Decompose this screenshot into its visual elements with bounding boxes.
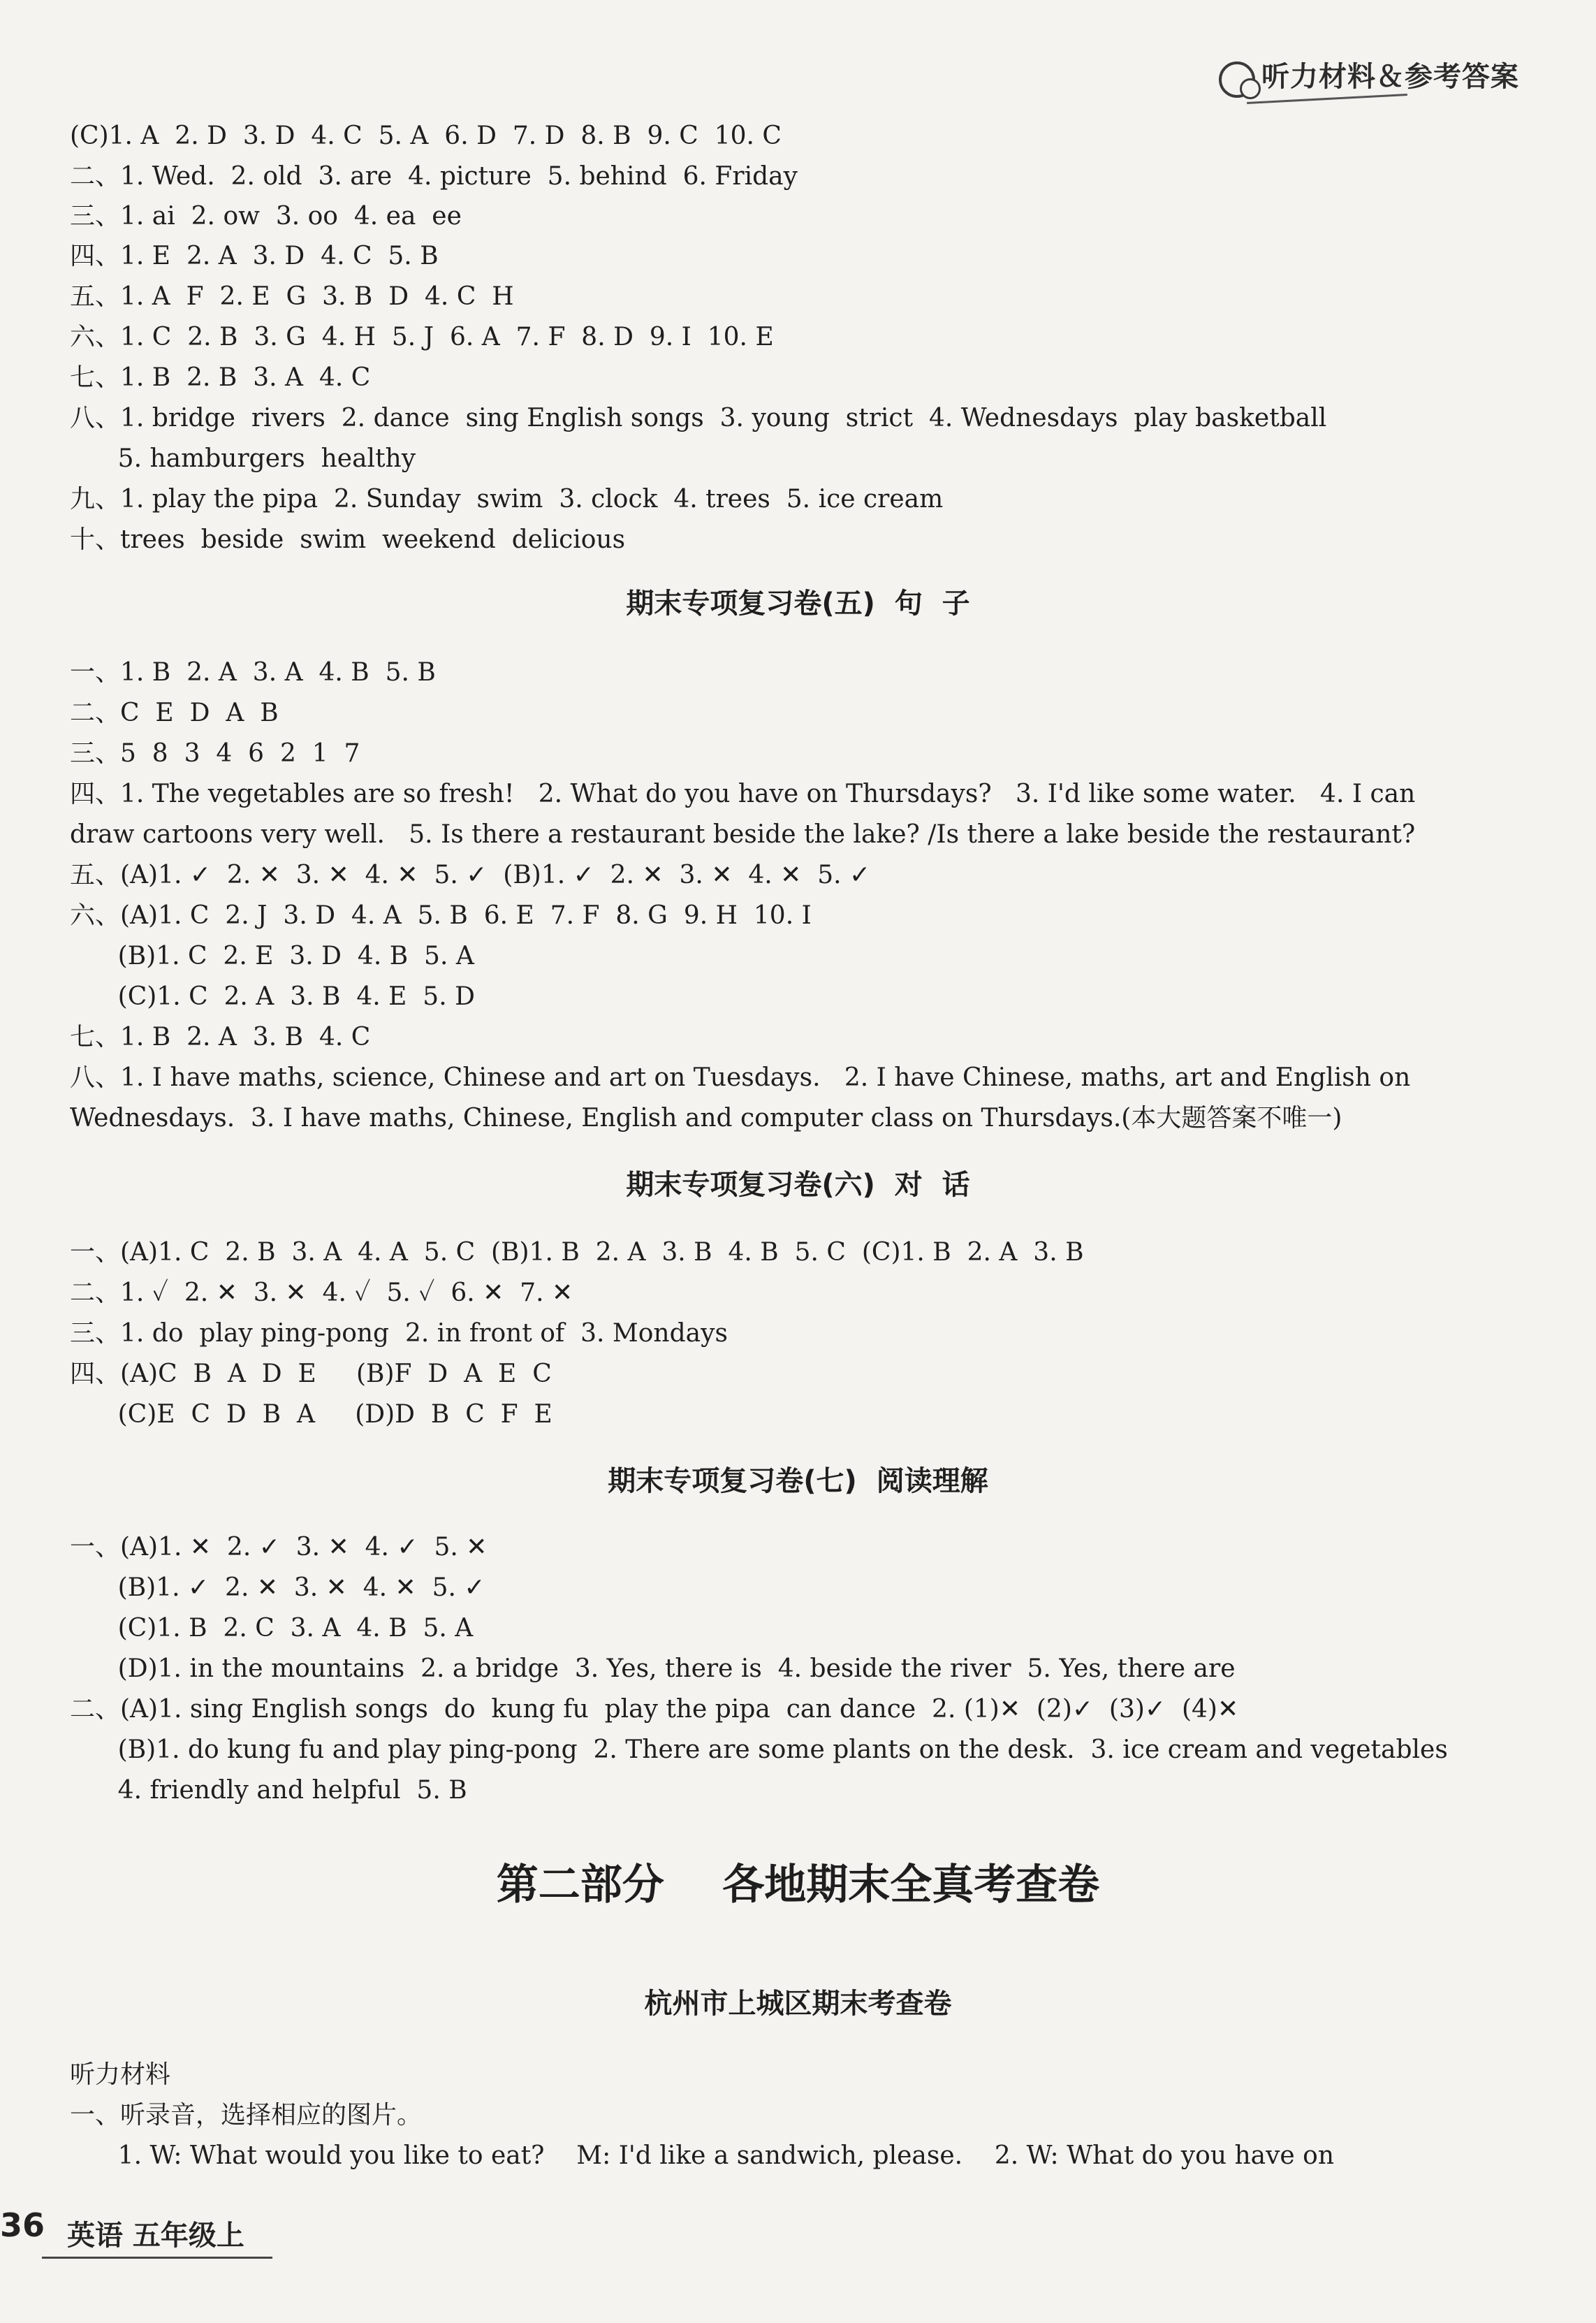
answer-line: (C)1. B 2. C 3. A 4. B 5. A xyxy=(70,1614,474,1643)
footer-book-title: 英语 五年级上 xyxy=(67,2220,244,2252)
answer-line: 四、(A)C B A D E (B)F D A E C xyxy=(70,1360,552,1388)
answer-line: 五、(A)1. ✓ 2. ✕ 3. ✕ 4. ✕ 5. ✓ (B)1. ✓ 2. ✕ 3. ✕ 4. ✕ 5. ✓ xyxy=(70,861,871,889)
answer-line: 六、1. C 2. B 3. G 4. H 5. J 6. A 7. F 8. D 9. I 10. E xyxy=(70,323,774,351)
section-title-6: 期末专项复习卷(六) 对 话 xyxy=(626,1169,970,1201)
answer-line: 七、1. B 2. A 3. B 4. C xyxy=(70,1023,371,1051)
answer-line: Wednesdays. 3. I have maths, Chinese, English and computer class on Thursdays.(本大题答案不唯一) xyxy=(70,1104,1342,1133)
footer-underline xyxy=(42,2257,272,2259)
part-title: 第二部分 各地期末全真考查卷 xyxy=(496,1860,1100,1909)
answer-line: (B)1. do kung fu and play ping-pong 2. There are some plants on the desk. 3. ice cream and vegetables xyxy=(70,1735,1448,1764)
answer-line: 一、(A)1. C 2. B 3. A 4. A 5. C (B)1. B 2. A 3. B 4. B 5. C (C)1. B 2. A 3. B xyxy=(70,1238,1084,1267)
answer-line: (B)1. ✓ 2. ✕ 3. ✕ 4. ✕ 5. ✓ xyxy=(70,1573,485,1602)
answer-line: 十、trees beside swim weekend delicious xyxy=(70,525,626,554)
section-title-5: 期末专项复习卷(五) 句 子 xyxy=(626,588,970,620)
header-underline xyxy=(1247,94,1407,104)
answer-line: 二、C E D A B xyxy=(70,699,279,727)
answer-line: 二、1. ✓ 2. ✕ 3. ✕ 4. ✓ 5. ✓ 6. ✕ 7. ✕ xyxy=(70,1279,573,1307)
answer-line: 三、1. do play ping-pong 2. in front of 3. Mondays xyxy=(70,1319,728,1348)
answer-line: 一、1. B 2. A 3. A 4. B 5. B xyxy=(70,658,436,687)
answer-line: 四、1. E 2. A 3. D 4. C 5. B xyxy=(70,242,439,270)
answer-line: 九、1. play the pipa 2. Sunday swim 3. clock 4. trees 5. ice cream xyxy=(70,485,944,514)
section-title-7: 期末专项复习卷(七) 阅读理解 xyxy=(608,1465,988,1497)
answer-line: draw cartoons very well. 5. Is there a restaurant beside the lake? /Is there a lake beside the restaurant? xyxy=(70,820,1416,849)
header-swirl-inner-icon xyxy=(1240,78,1261,99)
answer-line: 五、1. A F 2. E G 3. B D 4. C H xyxy=(70,282,514,311)
answer-line: 八、1. I have maths, science, Chinese and art on Tuesdays. 2. I have Chinese, maths, art and English on xyxy=(70,1063,1411,1092)
answer-line: 5. hamburgers healthy xyxy=(70,444,416,473)
answer-line: (C)1. A 2. D 3. D 4. C 5. A 6. D 7. D 8. B 9. C 10. C xyxy=(70,122,782,150)
answer-line: 四、1. The vegetables are so fresh! 2. What do you have on Thursdays? 3. I'd like some water. 4. I can xyxy=(70,780,1416,808)
exam-title: 杭州市上城区期末考查卷 xyxy=(644,1988,952,2020)
listening-line: 听力材料 xyxy=(70,2060,171,2089)
answer-line: 二、1. Wed. 2. old 3. are 4. picture 5. behind 6. Friday xyxy=(70,162,798,191)
answer-line: 一、(A)1. ✕ 2. ✓ 3. ✕ 4. ✓ 5. ✕ xyxy=(70,1533,488,1561)
answer-line: 二、(A)1. sing English songs do kung fu play the pipa can dance 2. (1)✕ (2)✓ (3)✓ (4)✕ xyxy=(70,1695,1239,1724)
answer-line: (B)1. C 2. E 3. D 4. B 5. A xyxy=(70,942,474,970)
answer-line: 三、5 8 3 4 6 2 1 7 xyxy=(70,739,360,768)
answer-line: (C)1. C 2. A 3. B 4. E 5. D xyxy=(70,982,475,1011)
listening-line: 1. W: What would you like to eat? M: I'd like a sandwich, please. 2. W: What do you have on xyxy=(70,2141,1335,2170)
listening-line: 一、听录音，选择相应的图片。 xyxy=(70,2101,423,2129)
answer-line: 三、1. ai 2. ow 3. oo 4. ea ee xyxy=(70,202,462,231)
header-tag: 听力材料＆参考答案 xyxy=(1261,61,1519,93)
page-number: 36 xyxy=(0,2206,45,2244)
answer-line: 六、(A)1. C 2. J 3. D 4. A 5. B 6. E 7. F 8. G 9. H 10. I xyxy=(70,901,812,930)
answer-line: (D)1. in the mountains 2. a bridge 3. Yes, there is 4. beside the river 5. Yes, there are xyxy=(70,1654,1236,1683)
answer-line: 七、1. B 2. B 3. A 4. C xyxy=(70,363,371,392)
answer-line: (C)E C D B A (D)D B C F E xyxy=(70,1400,552,1429)
answer-line: 八、1. bridge rivers 2. dance sing English songs 3. young strict 4. Wednesdays play basketball xyxy=(70,404,1327,432)
answer-line: 4. friendly and helpful 5. B xyxy=(70,1776,467,1805)
